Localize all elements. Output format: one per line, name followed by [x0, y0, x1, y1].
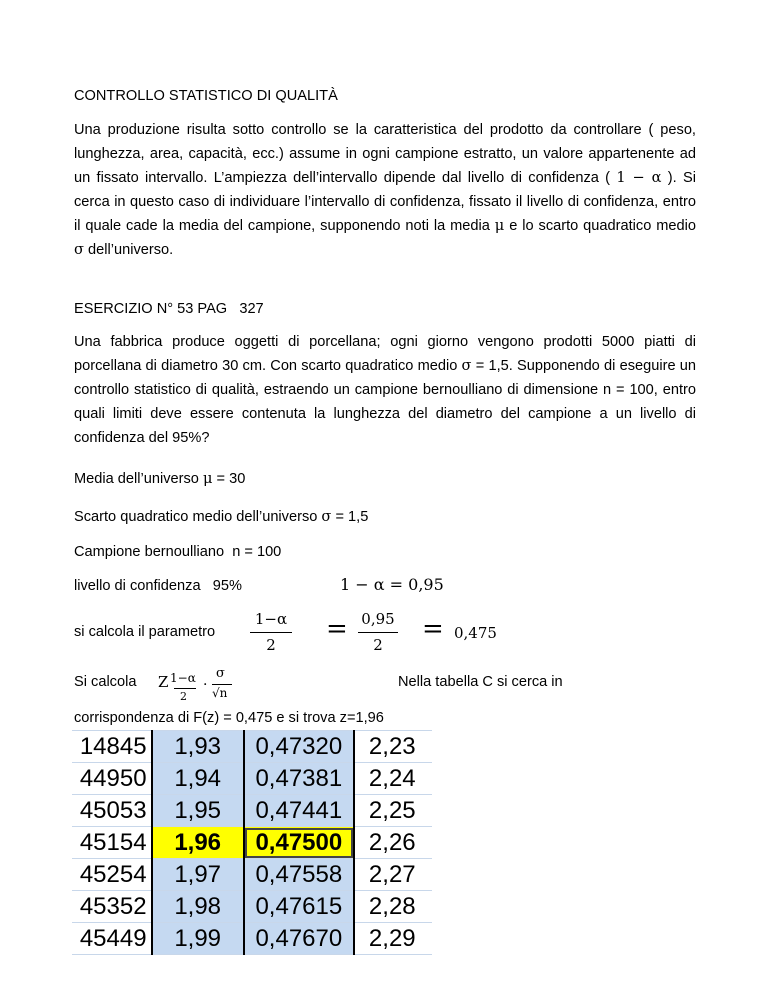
z-subscript-bar — [174, 688, 196, 689]
problem-paragraph — [74, 330, 696, 450]
fraction-095 — [358, 610, 398, 654]
scarto-line — [74, 508, 368, 525]
table-cell: 1,99 — [152, 923, 244, 955]
fraction-095-numerator: 0,95 — [361, 610, 395, 628]
table-cell: 1,97 — [152, 859, 244, 891]
media-label: Media dell’universo — [74, 471, 203, 487]
table-row — [72, 923, 432, 955]
z-formula — [158, 664, 238, 704]
livello-label: livello di confidenza 95% — [74, 578, 242, 594]
multiply-dot: · — [203, 677, 208, 693]
table-cell: 45053 — [72, 795, 152, 827]
fraction-alpha-numerator: 1−α — [254, 610, 288, 628]
sqrt-n-denominator: √n — [212, 686, 228, 700]
table-cell: 2,23 — [354, 731, 432, 763]
table-row — [72, 763, 432, 795]
table-cell: 2,27 — [354, 859, 432, 891]
problem-text-1: Una fabbrica produce oggetti di porcellana; ogni giorno vengono prodotti 5000 piatti di porcellana di diametro 30 cm. Con scarto quadratico medio — [74, 334, 696, 374]
table-cell: 2,24 — [354, 763, 432, 795]
intro-text-3: e lo scarto quadratico medio — [504, 218, 696, 234]
tabella-text: Nella tabella C si cerca in — [398, 674, 563, 690]
table-cell: 2,28 — [354, 891, 432, 923]
fraction-alpha-denominator: 2 — [266, 636, 276, 654]
table-cell: 45449 — [72, 923, 152, 955]
table-row — [72, 731, 432, 763]
mu-symbol: μ — [494, 217, 505, 234]
sigma-symbol: σ — [74, 241, 84, 258]
campione-line: Campione bernoulliano n = 100 — [74, 544, 282, 560]
z-subscript-numerator: 1−α — [170, 671, 196, 685]
corrispondenza-text: corrispondenza di F(z) = 0,475 e si trova z=1,96 — [74, 710, 384, 726]
scarto-sigma-symbol: σ — [321, 508, 332, 525]
fraction-095-bar — [358, 632, 398, 633]
table-cell: 1,98 — [152, 891, 244, 923]
table-cell: 0,47381 — [244, 763, 354, 795]
table-excerpt — [72, 732, 432, 952]
fraction-095-denominator: 2 — [373, 636, 383, 654]
scarto-label: Scarto quadratico medio dell’universo — [74, 509, 322, 525]
table-cell: 0,47615 — [244, 891, 354, 923]
table-cell: 1,94 — [152, 763, 244, 795]
z-table — [72, 730, 432, 955]
calcola-label: Si calcola — [74, 674, 137, 690]
table-cell: 0,47558 — [244, 859, 354, 891]
equals-sign-2: = — [422, 614, 444, 644]
table-cell: 1,95 — [152, 795, 244, 827]
table-row — [72, 859, 432, 891]
table-cell: 0,47670 — [244, 923, 354, 955]
fraction-alpha-bar — [250, 632, 292, 633]
sigma-numerator: σ — [216, 666, 225, 681]
media-mu-symbol: μ — [202, 470, 213, 487]
problem-text-2: = 1,5. Supponendo di eseguire un controllo statistico di qualità, estraendo un campione bernoulliano di dimensione n = 100, entro quali limiti deve essere contenuta la lunghezza del diametro del campione a un livello di confidenza del 95%? — [74, 358, 697, 446]
table-cell: 44950 — [72, 763, 152, 795]
table-cell: 2,26 — [354, 827, 432, 859]
table-cell: 2,25 — [354, 795, 432, 827]
problem-sigma-symbol: σ — [461, 357, 472, 374]
media-line — [74, 470, 245, 487]
intro-paragraph — [74, 118, 696, 262]
table-cell: 1,96 — [152, 827, 244, 859]
scarto-value: = 1,5 — [331, 509, 369, 525]
table-cell: 45352 — [72, 891, 152, 923]
exercise-heading: ESERCIZIO N° 53 PAG 327 — [74, 301, 264, 317]
livello-formula: 1 − α = 0,95 — [340, 575, 444, 594]
table-cell: 0,47500 — [244, 827, 354, 859]
table-cell: 1,93 — [152, 731, 244, 763]
table-row — [72, 891, 432, 923]
alpha-formula: 1 − α — [616, 169, 662, 186]
table-cell: 0,47320 — [244, 731, 354, 763]
parametro-label: si calcola il parametro — [74, 624, 216, 640]
intro-text-1: Una produzione risulta sotto controllo se la caratteristica del prodotto da controllare ( peso, lunghezza, area, capacità, ecc.) assume in ogni campione estratto, un valore appartenente ad un fissato intervallo. L’ampiezza dell’intervallo dipende dal livello di confidenza ( — [74, 122, 696, 186]
intro-text-4: dell’universo. — [83, 242, 174, 258]
document-title: CONTROLLO STATISTICO DI QUALITÀ — [74, 88, 338, 104]
sigma-fraction-bar — [212, 684, 232, 685]
table-cell: 0,47441 — [244, 795, 354, 827]
table-cell: 14845 — [72, 731, 152, 763]
z-subscript-denominator: 2 — [180, 690, 187, 703]
table-cell: 45154 — [72, 827, 152, 859]
intro-text-2: ). Si cerca in questo caso di individuare l’intervallo di confidenza, fissato il livello di confidenza, entro il quale cade la media del campione, supponendo noti la media — [74, 170, 696, 234]
parametro-result: 0,475 — [454, 624, 497, 642]
equals-sign-1: = — [326, 614, 348, 644]
table-cell: 2,29 — [354, 923, 432, 955]
media-value: = 30 — [212, 471, 246, 487]
table-row — [72, 795, 432, 827]
fraction-alpha — [250, 610, 292, 654]
table-row — [72, 827, 432, 859]
table-cell: 45254 — [72, 859, 152, 891]
z-letter: Z — [158, 673, 169, 691]
